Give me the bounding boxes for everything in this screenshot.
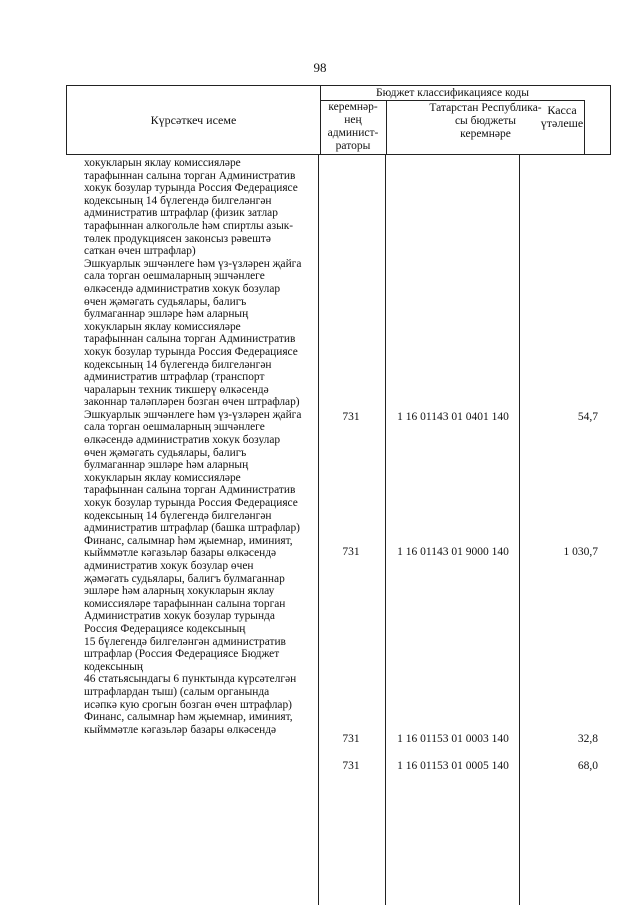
column-divider xyxy=(385,155,386,905)
administrator-header-line: нең xyxy=(344,114,362,126)
row-admin-code: 731 xyxy=(342,546,360,558)
page-number: 98 xyxy=(313,60,327,75)
indicator-text-line: өчен җәмәгать судьялары, балигъ xyxy=(84,295,247,308)
cash-execution-header-line: үтәлеше xyxy=(540,116,584,130)
indicator-text-line: саткан өчен штрафлар) xyxy=(84,245,196,258)
row-amount: 1 030,7 xyxy=(563,546,598,558)
indicator-text-line: чараларын техник тикшерү өлкәсендә xyxy=(84,383,269,396)
indicator-text-line: административ штрафлар (башка штрафлар) xyxy=(84,522,300,535)
indicator-text-line: Россия Федерациясе кодексының xyxy=(84,622,246,635)
indicator-text-line: тарафыннан салына торган Административ xyxy=(84,484,296,497)
indicator-text-line: кыйммәтле кәгазьләр базары өлкәсендә xyxy=(84,723,277,736)
indicator-text-line: законнар таләпләрен бозган өчен штрафлар) xyxy=(84,396,300,409)
administrator-header-line: керемнәр- xyxy=(328,101,378,113)
tatarstan-revenue-header-line: сы бюджеты xyxy=(454,115,517,127)
indicator-text-line: Административ хокук бозулар турында xyxy=(84,610,275,623)
indicator-text-line: Эшкуарлык эшчәнлеге һәм үз-үзләрен җайга xyxy=(84,257,302,270)
indicator-text-line: эшләре һәм аларның хокукларын яклау xyxy=(84,585,275,598)
indicator-text-line: административ штрафлар (физик затлар xyxy=(84,207,278,220)
indicator-name-header: Күрсәткеч исеме xyxy=(67,86,321,154)
indicator-text-line: сала торган оешмаларның эшчәнлеге xyxy=(84,270,265,283)
indicator-text-line: җәмәгать судьялары, балигъ булмаганнар xyxy=(84,572,285,585)
indicator-text-line: өлкәсендә административ хокук бозулар xyxy=(84,282,281,295)
indicator-text-line: хокук бозулар турында Россия Федерациясе xyxy=(84,182,298,195)
row-classification-code: 1 16 01153 01 0005 140 xyxy=(397,760,509,772)
indicator-text-line: кодексының 14 бүлегендә билгеләнгән xyxy=(84,358,272,371)
row-amount: 54,7 xyxy=(577,411,598,423)
column-divider xyxy=(519,155,520,905)
indicator-text-line: административ хокук бозулар өчен xyxy=(84,560,254,572)
row-amount: 68,0 xyxy=(577,760,598,772)
indicator-text-line: хокукларын яклау комиссияләре xyxy=(84,320,241,333)
tatarstan-revenue-header-line: Татарстан Республика- xyxy=(429,102,542,114)
cash-execution-header-line: Касса xyxy=(547,103,577,117)
administrator-header-line: раторы xyxy=(335,140,371,152)
administrator-header xyxy=(320,100,387,154)
indicator-text-line: Финанс, салымнар һәм җыемнар, иминият, xyxy=(84,711,293,724)
administrator-header-line: админист- xyxy=(327,127,379,139)
tatarstan-revenue-header-line: керемнәре xyxy=(460,128,511,140)
indicator-text-line: өлкәсендә административ хокук бозулар xyxy=(84,434,281,447)
indicator-text-line: административ штрафлар (транспорт xyxy=(84,371,265,384)
column-divider xyxy=(318,155,319,905)
indicator-text-line: булмаганнар эшләре һәм аларның xyxy=(84,459,249,472)
indicator-text-line: тарафыннан салына торган Административ xyxy=(84,169,296,182)
indicator-text-line: хокук бозулар турында Россия Федерациясе xyxy=(84,497,298,510)
indicator-text-line: кодексының 14 бүлегендә билгеләнгән xyxy=(84,509,272,522)
indicator-text-line: Финанс, салымнар һәм җыемнар, иминият, xyxy=(84,534,293,547)
indicator-text-line: кыйммәтле кәгазьләр базары өлкәсендә xyxy=(84,547,277,560)
indicator-text-line: хокук бозулар турында Россия Федерациясе xyxy=(84,345,298,358)
indicator-text-line: сала торган оешмаларның эшчәнлеге xyxy=(84,421,265,434)
indicator-text-line: кодексының 14 бүлегендә билгеләнгән xyxy=(84,194,272,207)
indicator-text-line: штрафлар (Россия Федерациясе Бюджет xyxy=(84,648,280,661)
indicator-text-line: 46 статьясындагы 6 пунктында күрсәтелгән xyxy=(84,673,297,686)
row-classification-code: 1 16 01143 01 0401 140 xyxy=(397,411,509,423)
indicator-text-line: Эшкуарлык эшчәнлеге һәм үз-үзләрен җайга xyxy=(84,408,302,421)
indicator-text-line: тарафыннан алкогольле һәм спиртлы азык- xyxy=(84,219,294,232)
indicator-text-line: хокукларын яклау комиссияләре xyxy=(84,471,241,484)
indicator-text-line: төлек продукциясен законсыз рәвештә xyxy=(84,232,271,245)
indicator-text-line: 15 бүлегендә билгеләнгән административ xyxy=(84,635,286,648)
row-classification-code: 1 16 01153 01 0003 140 xyxy=(397,733,509,745)
row-classification-code: 1 16 01143 01 9000 140 xyxy=(397,546,509,558)
indicator-text-line: хокукларын яклау комиссияләре xyxy=(84,157,241,169)
indicator-text-line: кодексының xyxy=(84,660,143,673)
cash-execution-header xyxy=(492,104,632,130)
indicator-text-line: булмаганнар эшләре һәм аларның xyxy=(84,308,249,321)
row-admin-code: 731 xyxy=(342,760,360,772)
row-admin-code: 731 xyxy=(342,411,360,423)
indicator-text-column xyxy=(84,157,317,736)
indicator-text-line: тарафыннан салына торган Административ xyxy=(84,333,296,346)
indicator-text-line: өчен җәмәгать судьялары, балигъ xyxy=(84,446,247,459)
row-amount: 32,8 xyxy=(577,733,598,745)
indicator-text-line: штрафлардан тыш) (салым органында xyxy=(84,685,270,698)
budget-classification-header: Бюджет классификациясе коды xyxy=(320,86,585,101)
indicator-text-line: исәпкә кую срогын бозган өчен штрафлар) xyxy=(84,698,292,711)
row-admin-code: 731 xyxy=(342,733,360,745)
indicator-text-line: комиссияләре тарафыннан салына торган xyxy=(84,597,286,610)
